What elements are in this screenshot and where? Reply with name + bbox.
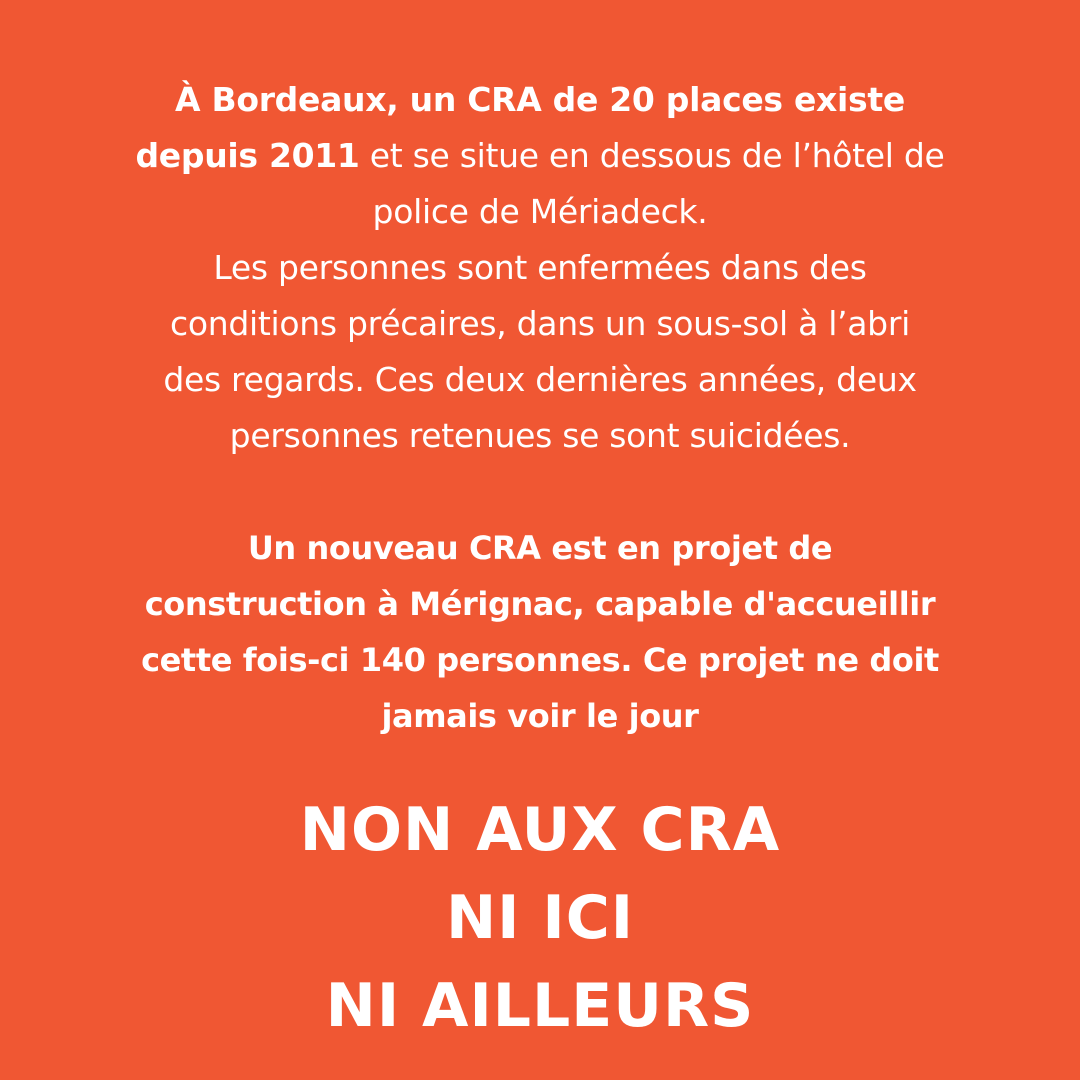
intro-line-2-rest: et se situe en dessous de l’hôtel de (359, 136, 945, 175)
slogan-line-1: NON AUX CRA (299, 795, 781, 865)
intro-line-2-bold: depuis 2011 (135, 136, 360, 175)
project-paragraph (0, 520, 1080, 744)
intro-line-6: des regards. Ces deux dernières années, deux (163, 360, 917, 399)
intro-line-2 (0, 128, 1080, 184)
project-line-4: jamais voir le jour (381, 697, 699, 735)
project-line-3: cette fois-ci 140 personnes. Ce projet ne doit (141, 641, 939, 679)
slogan-line-2: NI ICI (445, 883, 635, 953)
project-line-1: Un nouveau CRA est en projet de (247, 529, 833, 567)
slogan-line-3: NI AILLEURS (325, 971, 755, 1041)
intro-paragraph (0, 72, 1080, 464)
project-line-2: construction à Mérignac, capable d'accueillir (144, 585, 936, 623)
intro-line-1: À Bordeaux, un CRA de 20 places existe (175, 80, 905, 119)
intro-line-3: police de Mériadeck. (372, 192, 708, 231)
intro-line-7: personnes retenues se sont suicidées. (229, 416, 851, 455)
slogan (0, 786, 1080, 1050)
intro-line-5: conditions précaires, dans un sous-sol à l’abri (170, 304, 910, 343)
intro-line-4: Les personnes sont enfermées dans des (213, 248, 867, 287)
